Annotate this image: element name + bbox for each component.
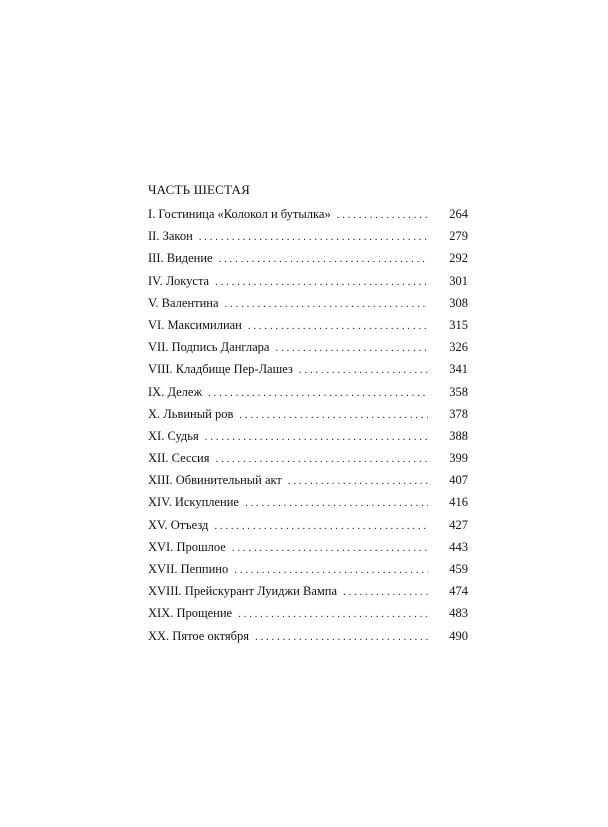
dot-leader bbox=[215, 271, 428, 293]
toc-entry-page: 483 bbox=[449, 606, 468, 621]
toc-entry-title: XIX. Прощение bbox=[148, 606, 233, 621]
toc-entry-page: 341 bbox=[449, 362, 468, 377]
table-of-contents bbox=[148, 181, 468, 647]
dot-leader bbox=[255, 626, 428, 648]
toc-entry-title: XVII. Пеппино bbox=[148, 562, 229, 576]
dot-leader bbox=[343, 581, 428, 603]
toc-entry-title: VI. Максимилиан bbox=[148, 317, 242, 332]
toc-entry-title: IV. Локуста bbox=[148, 273, 210, 288]
dot-leader bbox=[275, 337, 428, 359]
dot-leader bbox=[208, 382, 428, 404]
toc-entry-page: 378 bbox=[449, 406, 468, 421]
dot-leader bbox=[225, 293, 428, 315]
toc-entry bbox=[148, 447, 468, 469]
toc-entry bbox=[148, 536, 468, 558]
toc-entry bbox=[148, 580, 468, 602]
dot-leader bbox=[239, 404, 428, 426]
toc-entry bbox=[148, 558, 468, 580]
toc-entry-title: XVIII. Прейскурант Луиджи Вампа bbox=[148, 584, 338, 599]
dot-leader bbox=[238, 603, 428, 625]
toc-entry bbox=[148, 292, 468, 314]
toc-entry-title: VII. Подпись Данглара bbox=[148, 340, 270, 355]
toc-entry bbox=[148, 270, 468, 292]
toc-entry-page: 326 bbox=[449, 340, 468, 355]
toc-entry-title: VIII. Кладбище Пер-Лашез bbox=[148, 362, 293, 377]
toc-entry bbox=[148, 225, 468, 247]
dot-leader bbox=[205, 426, 428, 448]
toc-entry-page: 358 bbox=[449, 384, 468, 399]
toc-entry-page: 264 bbox=[449, 207, 468, 221]
toc-entry-title: X. Львиный ров bbox=[148, 406, 234, 421]
dot-leader bbox=[234, 559, 428, 581]
toc-entry-title: XV. Отъезд bbox=[148, 517, 209, 532]
toc-entry bbox=[148, 625, 468, 647]
dot-leader bbox=[216, 448, 429, 470]
dot-leader bbox=[199, 226, 428, 248]
toc-entry-page: 490 bbox=[449, 628, 468, 643]
toc-entries bbox=[148, 203, 468, 647]
dot-leader bbox=[214, 515, 428, 537]
toc-entry-page: 474 bbox=[449, 584, 468, 599]
toc-entry-title: XX. Пятое октября bbox=[148, 628, 250, 643]
dot-leader bbox=[337, 204, 428, 226]
toc-entry-page: 292 bbox=[449, 251, 468, 266]
toc-entry-page: 279 bbox=[449, 229, 468, 244]
toc-entry-title: I. Гостиница «Колокол и бутылка» bbox=[148, 207, 331, 221]
toc-entry bbox=[148, 602, 468, 624]
toc-entry-page: 407 bbox=[449, 473, 468, 488]
toc-entry-title: II. Закон bbox=[148, 229, 193, 244]
toc-entry-title: XIV. Искупление bbox=[148, 495, 239, 510]
dot-leader bbox=[299, 359, 428, 381]
toc-entry-title: XI. Судья bbox=[148, 428, 199, 443]
toc-entry bbox=[148, 336, 468, 358]
dot-leader bbox=[248, 315, 428, 337]
toc-entry bbox=[148, 425, 468, 447]
toc-entry-page: 459 bbox=[449, 562, 468, 576]
dot-leader bbox=[232, 537, 428, 559]
toc-entry-page: 308 bbox=[449, 295, 468, 310]
dot-leader bbox=[219, 248, 428, 270]
toc-entry-title: V. Валентина bbox=[148, 295, 219, 310]
toc-entry-page: 399 bbox=[449, 451, 468, 466]
toc-entry-title: III. Видение bbox=[148, 251, 213, 266]
dot-leader bbox=[245, 492, 428, 514]
toc-entry bbox=[148, 203, 468, 225]
toc-entry bbox=[148, 469, 468, 491]
toc-entry-page: 443 bbox=[449, 539, 468, 554]
toc-entry-page: 416 bbox=[449, 495, 468, 510]
toc-entry bbox=[148, 314, 468, 336]
part-title: ЧАСТЬ ШЕСТАЯ bbox=[148, 182, 250, 197]
toc-entry bbox=[148, 491, 468, 513]
toc-entry bbox=[148, 381, 468, 403]
toc-entry-title: IX. Дележ bbox=[148, 384, 203, 399]
toc-entry-title: XIII. Обвинительный акт bbox=[148, 473, 282, 488]
toc-entry-title: XVI. Прошлое bbox=[148, 539, 226, 554]
toc-entry bbox=[148, 358, 468, 380]
toc-entry-title: XII. Сессия bbox=[148, 451, 210, 466]
toc-entry bbox=[148, 403, 468, 425]
toc-entry bbox=[148, 247, 468, 269]
dot-leader bbox=[288, 470, 428, 492]
toc-entry bbox=[148, 514, 468, 536]
toc-entry-page: 301 bbox=[449, 273, 468, 288]
toc-entry-page: 315 bbox=[449, 317, 468, 332]
toc-entry-page: 388 bbox=[449, 428, 468, 443]
toc-entry-page: 427 bbox=[449, 517, 468, 532]
